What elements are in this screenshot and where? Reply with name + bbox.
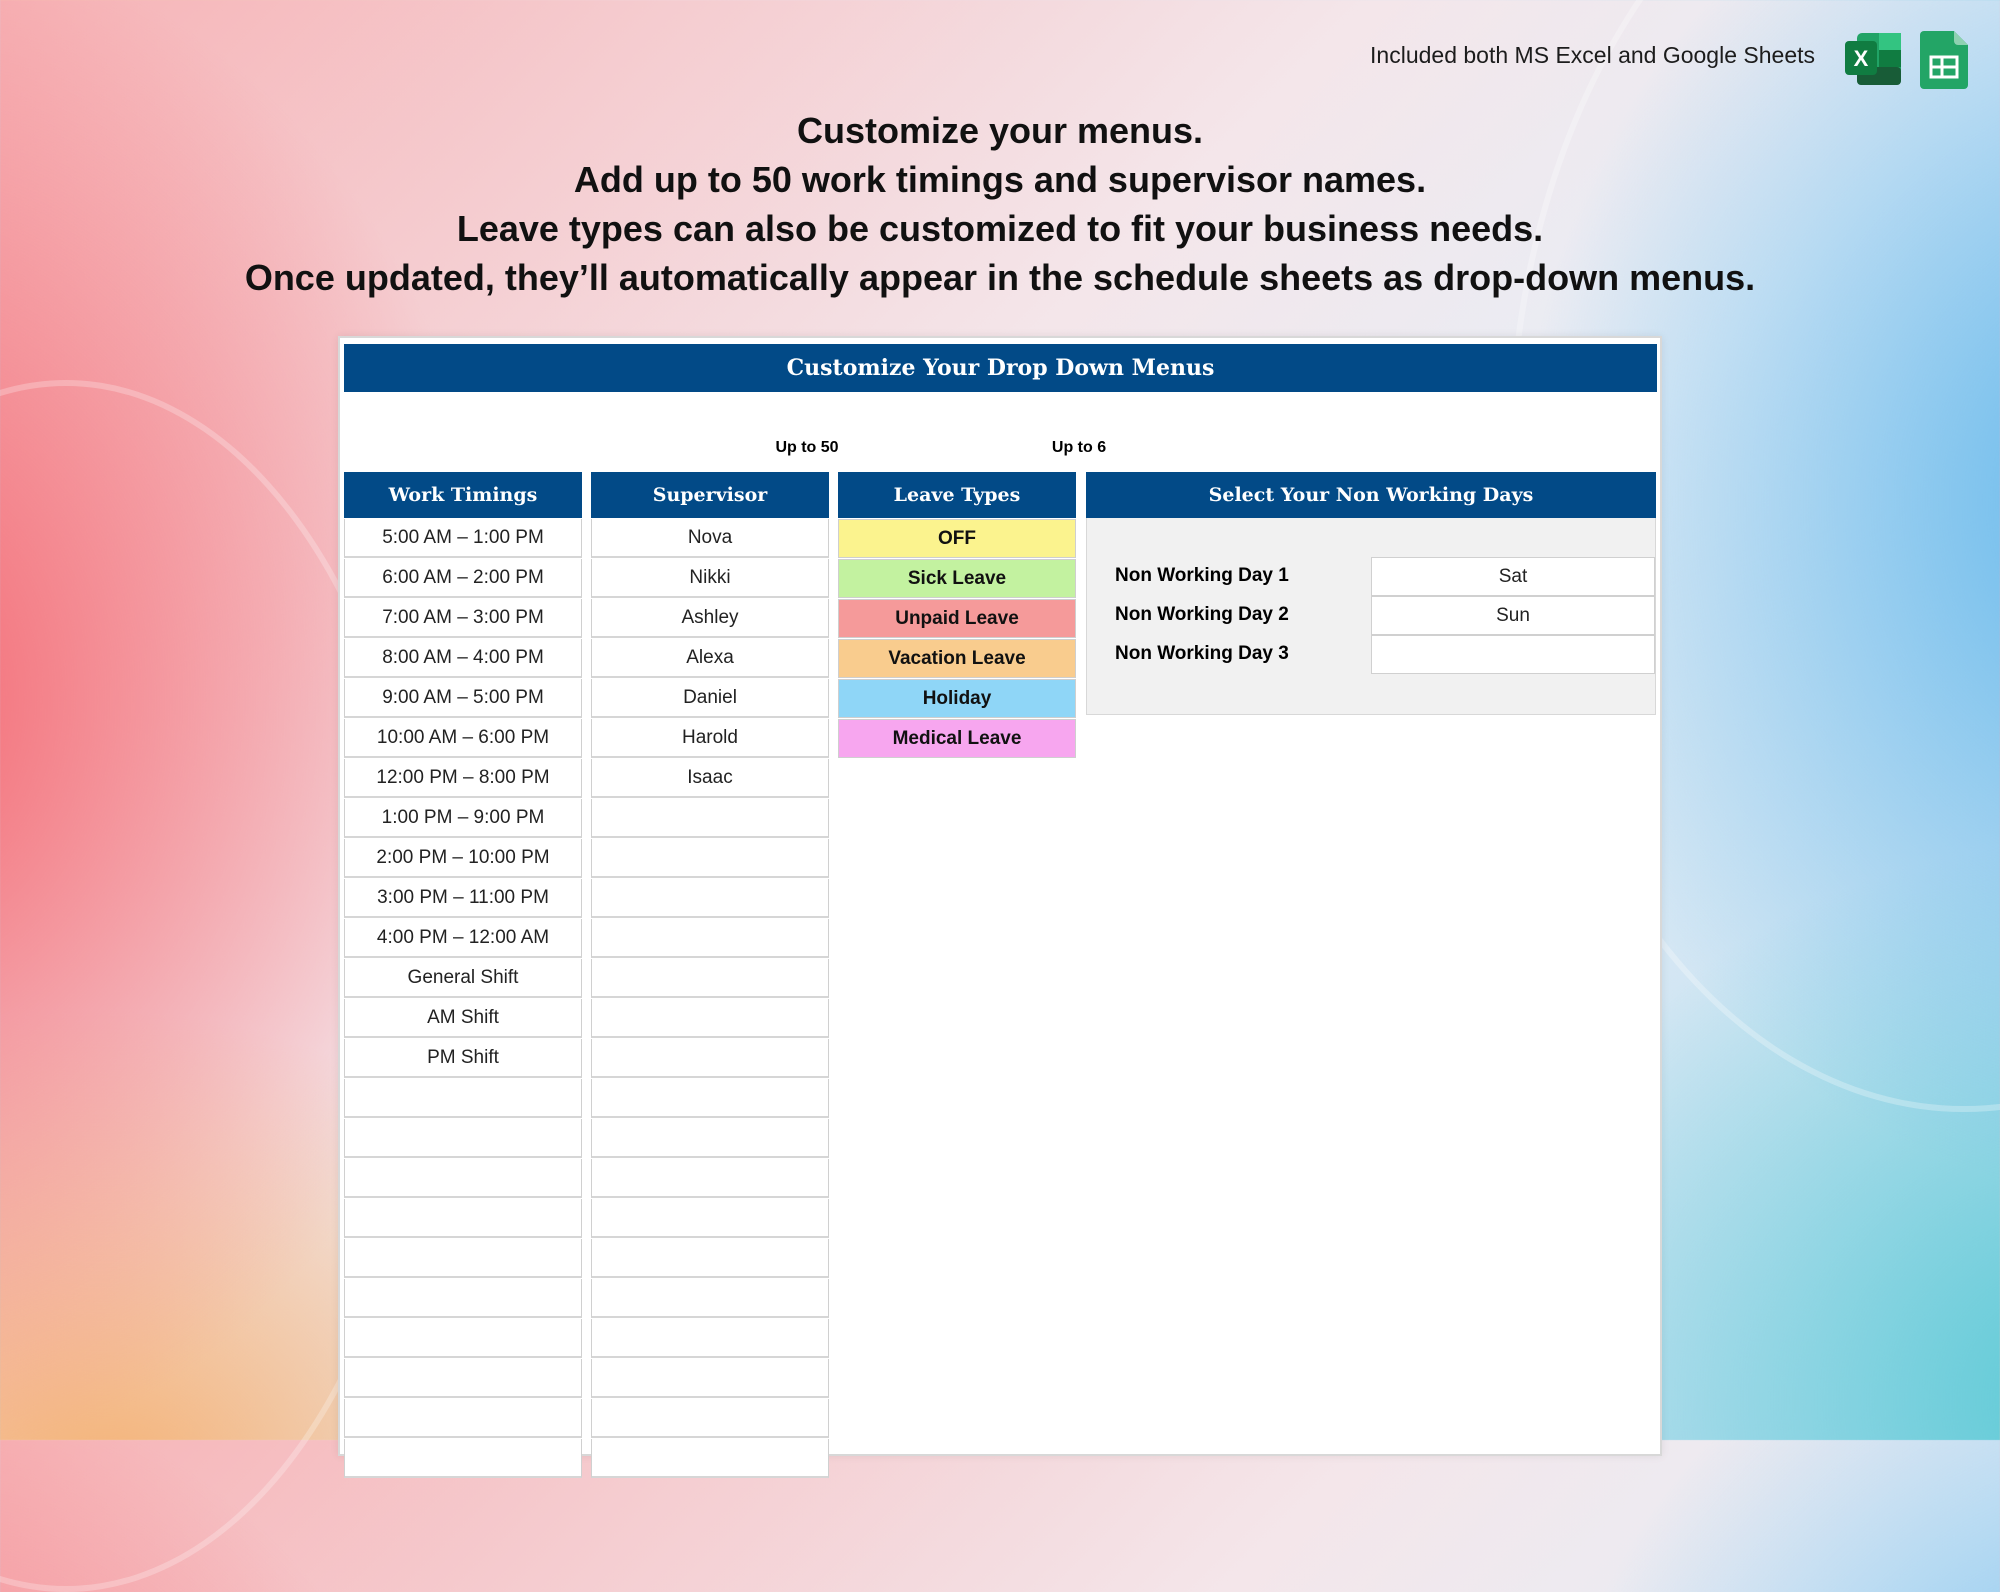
non-working-days-body — [1086, 518, 1656, 715]
google-sheets-icon — [1914, 27, 1976, 91]
work-timing-cell[interactable]: 2:00 PM – 10:00 PM — [344, 839, 582, 878]
leave-type-cell[interactable]: Sick Leave — [838, 559, 1076, 598]
supervisor-cell[interactable] — [591, 799, 829, 838]
work-timings-header: Work Timings — [344, 472, 582, 518]
headline-line-1: Customize your menus. — [796, 110, 1204, 151]
supervisor-cell[interactable] — [591, 919, 829, 958]
non-working-days-section — [1086, 472, 1656, 715]
work-timings-column — [344, 472, 582, 1478]
work-timing-cell[interactable]: 8:00 AM – 4:00 PM — [344, 639, 582, 678]
leave-type-cell[interactable]: OFF — [838, 519, 1076, 558]
work-timing-cell[interactable]: 10:00 AM – 6:00 PM — [344, 719, 582, 758]
supervisor-cell[interactable] — [591, 1439, 829, 1478]
leave-type-cell[interactable]: Medical Leave — [838, 719, 1076, 758]
headline-line-4: Once updated, they’ll automatically appear in the schedule sheets as drop-down menus. — [244, 257, 1756, 298]
work-timing-cell[interactable]: General Shift — [344, 959, 582, 998]
supervisor-cell[interactable] — [591, 1279, 829, 1318]
work-timing-cell[interactable] — [344, 1279, 582, 1318]
work-timing-cell[interactable] — [344, 1439, 582, 1478]
work-timing-cell[interactable]: 1:00 PM – 9:00 PM — [344, 799, 582, 838]
supervisor-cell[interactable]: Harold — [591, 719, 829, 758]
headline — [0, 106, 2000, 302]
work-timing-cell[interactable] — [344, 1319, 582, 1358]
work-timing-cell[interactable] — [344, 1079, 582, 1118]
work-timing-cell[interactable] — [344, 1199, 582, 1238]
work-timing-cell[interactable] — [344, 1239, 582, 1278]
supervisor-column — [591, 472, 829, 1478]
sheet-title: Customize Your Drop Down Menus — [344, 344, 1657, 392]
caption-up-to-50: Up to 50 — [775, 439, 839, 456]
excel-icon — [1843, 27, 1905, 91]
supervisor-cell[interactable] — [591, 1119, 829, 1158]
work-timing-cell[interactable] — [344, 1159, 582, 1198]
non-working-day-label: Non Working Day 1 — [1115, 565, 1289, 586]
supervisor-cell[interactable]: Nova — [591, 519, 829, 558]
headline-line-3: Leave types can also be customized to fit your business needs. — [456, 208, 1544, 249]
work-timing-cell[interactable]: 6:00 AM – 2:00 PM — [344, 559, 582, 598]
supervisor-cell[interactable] — [591, 959, 829, 998]
non-working-day-dropdown[interactable]: Sun — [1371, 596, 1655, 635]
supervisor-cell[interactable] — [591, 1039, 829, 1078]
caption-up-to-6: Up to 6 — [1051, 439, 1107, 456]
supervisor-cell[interactable]: Alexa — [591, 639, 829, 678]
spreadsheet-panel — [338, 336, 1662, 1456]
tagline: Included both MS Excel and Google Sheets — [1370, 42, 1815, 68]
supervisor-cell[interactable]: Isaac — [591, 759, 829, 798]
non-working-day-row — [1087, 596, 1655, 634]
work-timing-cell[interactable]: AM Shift — [344, 999, 582, 1038]
non-working-day-dropdown[interactable]: Sat — [1371, 557, 1655, 596]
work-timing-cell[interactable]: 12:00 PM – 8:00 PM — [344, 759, 582, 798]
non-working-day-row — [1087, 557, 1655, 595]
work-timing-cell[interactable] — [344, 1359, 582, 1398]
leave-types-column — [838, 472, 1076, 758]
leave-types-header: Leave Types — [838, 472, 1076, 518]
supervisor-cell[interactable]: Ashley — [591, 599, 829, 638]
work-timing-cell[interactable]: 4:00 PM – 12:00 AM — [344, 919, 582, 958]
non-working-day-label: Non Working Day 2 — [1115, 604, 1289, 625]
supervisor-cell[interactable] — [591, 1359, 829, 1398]
supervisor-cell[interactable] — [591, 879, 829, 918]
supervisor-cell[interactable]: Daniel — [591, 679, 829, 718]
supervisor-cell[interactable] — [591, 1079, 829, 1118]
supervisor-cell[interactable] — [591, 1319, 829, 1358]
supervisor-cell[interactable] — [591, 999, 829, 1038]
non-working-days-header: Select Your Non Working Days — [1086, 472, 1656, 518]
supervisor-cell[interactable] — [591, 1159, 829, 1198]
non-working-day-label: Non Working Day 3 — [1115, 643, 1289, 664]
work-timing-cell[interactable]: 5:00 AM – 1:00 PM — [344, 519, 582, 558]
non-working-day-row — [1087, 635, 1655, 673]
supervisor-cell[interactable] — [591, 1239, 829, 1278]
leave-type-cell[interactable]: Unpaid Leave — [838, 599, 1076, 638]
work-timing-cell[interactable]: 7:00 AM – 3:00 PM — [344, 599, 582, 638]
supervisor-cell[interactable]: Nikki — [591, 559, 829, 598]
work-timing-cell[interactable]: 3:00 PM – 11:00 PM — [344, 879, 582, 918]
supervisor-cell[interactable] — [591, 839, 829, 878]
work-timing-cell[interactable]: PM Shift — [344, 1039, 582, 1078]
work-timing-cell[interactable] — [344, 1399, 582, 1438]
non-working-day-dropdown[interactable] — [1371, 635, 1655, 674]
leave-type-cell[interactable]: Vacation Leave — [838, 639, 1076, 678]
headline-line-2: Add up to 50 work timings and supervisor names. — [573, 159, 1427, 200]
supervisor-header: Supervisor — [591, 472, 829, 518]
excel-icon-letter: X — [1853, 46, 1869, 71]
supervisor-cell[interactable] — [591, 1399, 829, 1438]
work-timing-cell[interactable]: 9:00 AM – 5:00 PM — [344, 679, 582, 718]
work-timing-cell[interactable] — [344, 1119, 582, 1158]
supervisor-cell[interactable] — [591, 1199, 829, 1238]
leave-type-cell[interactable]: Holiday — [838, 679, 1076, 718]
